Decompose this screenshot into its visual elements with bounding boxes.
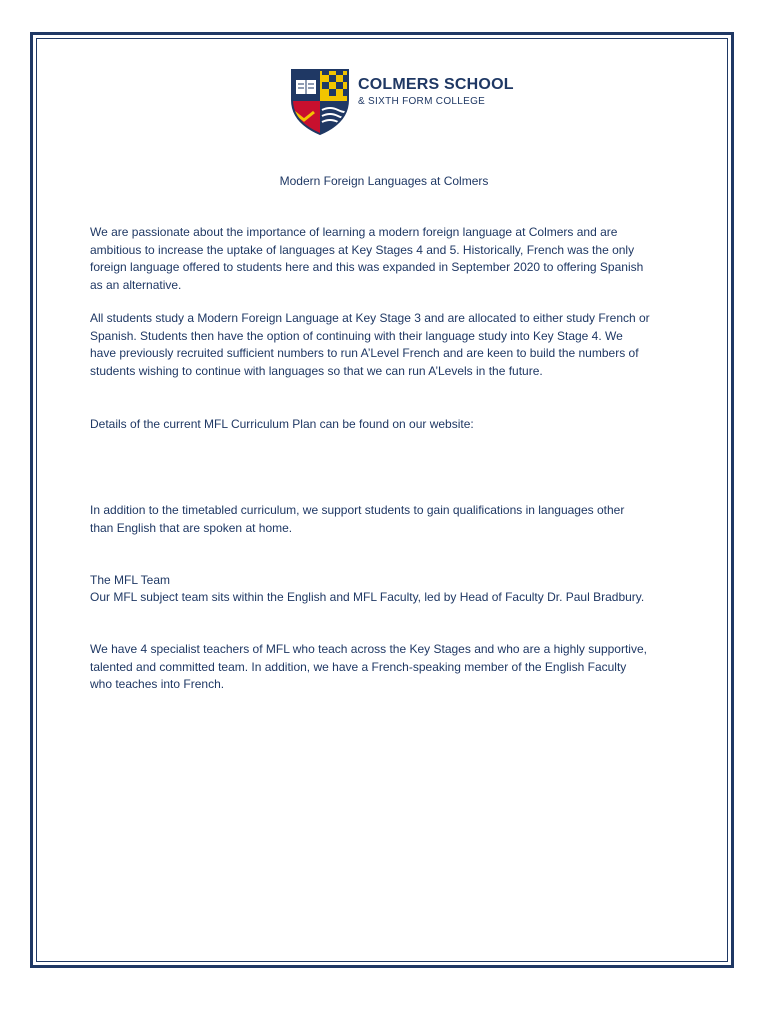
- home-languages-paragraph: In addition to the timetabled curriculum, we support students to gain qualifications in languages other than English that are spoken at home.: [90, 503, 625, 535]
- document-title: Modern Foreign Languages at Colmers: [279, 174, 489, 188]
- school-subtitle: & SIXTH FORM COLLEGE: [358, 96, 486, 107]
- study-paragraph: All students study a Modern Foreign Language at Key Stage 3 and are allocated to either study French or Spanish. Students then have the option of continuing with their language study into Key Stage 4. We have previously recruited sufficient numbers to run A’Level French and are keen to build the numbers of students wishing to continue with languages so that we can run A’Levels in the future.: [90, 311, 650, 378]
- curriculum-paragraph: Details of the current MFL Curriculum Plan can be found on our website:: [90, 417, 474, 431]
- school-crest-icon: [288, 66, 352, 136]
- team-intro-paragraph: Our MFL subject team sits within the English and MFL Faculty, led by Head of Faculty Dr. Paul Bradbury.: [90, 590, 645, 604]
- school-logo: [288, 66, 514, 136]
- intro-paragraph: We are passionate about the importance of learning a modern foreign language at Colmers and are ambitious to increase the uptake of languages at Key Stages 4 and 5. Historically, French was the only foreign language offered to students here and this was expanded in September 2020 to offering Spanish as an alternative.: [90, 225, 644, 292]
- teachers-paragraph: We have 4 specialist teachers of MFL who teach across the Key Stages and who are a highly supportive, talented and committed team. In addition, we have a French-speaking member of the English Faculty who teaches into French.: [90, 642, 647, 691]
- school-name: COLMERS SCHOOL: [358, 76, 514, 93]
- team-heading: The MFL Team: [90, 573, 171, 587]
